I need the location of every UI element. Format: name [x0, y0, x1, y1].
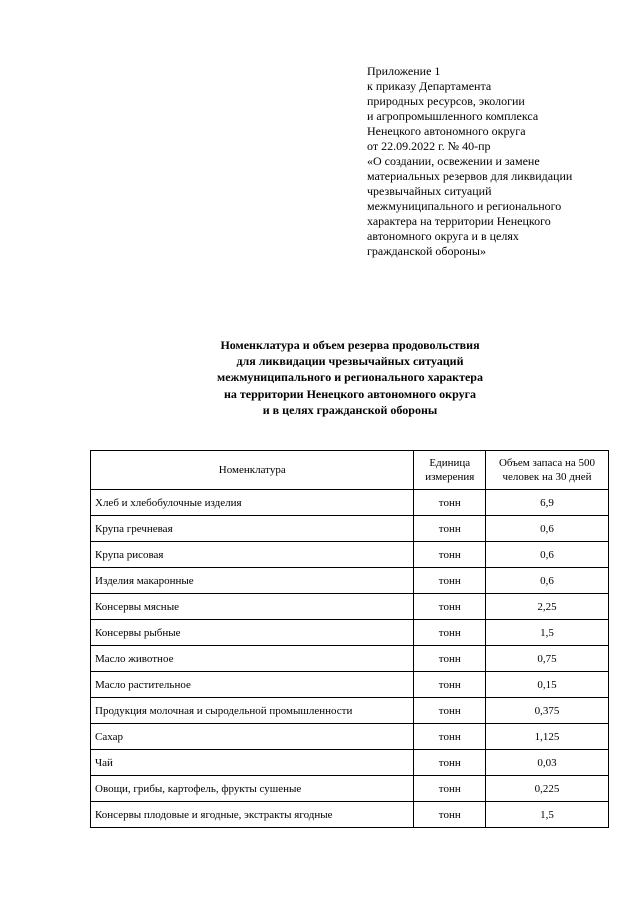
reserve-table [90, 450, 609, 828]
appendix-line: Приложение 1 [367, 64, 441, 78]
cell-name: Продукция молочная и сыродельной промышленности [91, 698, 414, 724]
header-unit-line: измерения [425, 471, 475, 483]
cell-name: Консервы мясные [91, 594, 414, 620]
cell-volume: 6,9 [486, 490, 609, 516]
table-row [91, 542, 609, 568]
cell-name: Консервы рыбные [91, 620, 414, 646]
table-row [91, 568, 609, 594]
title-line: на территории Ненецкого автономного округа [223, 386, 477, 401]
header-volume-line: человек на 30 дней [502, 471, 592, 483]
cell-volume: 0,03 [486, 750, 609, 776]
cell-unit: тонн [414, 698, 486, 724]
cell-unit: тонн [414, 490, 486, 516]
cell-volume: 1,5 [486, 802, 609, 828]
table-row [91, 672, 609, 698]
header-unit [414, 451, 486, 490]
cell-name: Масло животное [91, 646, 414, 672]
cell-unit: тонн [414, 776, 486, 802]
table-row [91, 490, 609, 516]
appendix-block [367, 64, 637, 259]
header-unit-line: Единица [429, 457, 471, 469]
cell-name: Изделия макаронные [91, 568, 414, 594]
cell-unit: тонн [414, 620, 486, 646]
cell-name: Крупа гречневая [91, 516, 414, 542]
appendix-line: межмуниципального и регионального [367, 199, 562, 213]
document-title [0, 337, 640, 418]
header-volume-line: Объем запаса на 500 [498, 457, 596, 469]
cell-unit: тонн [414, 724, 486, 750]
table-row [91, 776, 609, 802]
cell-name: Масло растительное [91, 672, 414, 698]
cell-volume: 0,375 [486, 698, 609, 724]
title-line: для ликвидации чрезвычайных ситуаций [236, 354, 464, 369]
table-row [91, 724, 609, 750]
appendix-line: к приказу Департамента [367, 79, 492, 93]
appendix-line: Ненецкого автономного округа [367, 124, 526, 138]
table-row [91, 750, 609, 776]
table-row [91, 646, 609, 672]
cell-volume: 0,6 [486, 516, 609, 542]
header-volume [486, 451, 609, 490]
cell-volume: 2,25 [486, 594, 609, 620]
cell-volume: 0,75 [486, 646, 609, 672]
title-line: Номенклатура и объем резерва продовольствия [220, 338, 480, 352]
table-row [91, 620, 609, 646]
appendix-line: автономного округа и в целях [367, 229, 519, 243]
appendix-line: гражданской обороны» [367, 244, 486, 258]
title-line: и в целях гражданской обороны [262, 402, 438, 417]
cell-unit: тонн [414, 542, 486, 568]
appendix-line: характера на территории Ненецкого [367, 214, 551, 228]
header-name: Номенклатура [91, 451, 414, 490]
cell-unit: тонн [414, 750, 486, 776]
appendix-line: материальных резервов для ликвидации [367, 169, 573, 183]
cell-volume: 1,125 [486, 724, 609, 750]
cell-volume: 0,6 [486, 542, 609, 568]
cell-volume: 0,225 [486, 776, 609, 802]
table-row [91, 516, 609, 542]
cell-unit: тонн [414, 802, 486, 828]
cell-name: Овощи, грибы, картофель, фрукты сушеные [91, 776, 414, 802]
cell-unit: тонн [414, 568, 486, 594]
table-row [91, 594, 609, 620]
cell-name: Крупа рисовая [91, 542, 414, 568]
appendix-line: природных ресурсов, экологии [367, 94, 525, 108]
cell-name: Чай [91, 750, 414, 776]
cell-name: Хлеб и хлебобулочные изделия [91, 490, 414, 516]
cell-name: Сахар [91, 724, 414, 750]
table-row [91, 698, 609, 724]
cell-unit: тонн [414, 646, 486, 672]
table-row [91, 802, 609, 828]
cell-unit: тонн [414, 594, 486, 620]
cell-volume: 0,15 [486, 672, 609, 698]
cell-unit: тонн [414, 672, 486, 698]
table-header-row [91, 451, 609, 490]
appendix-line: и агропромышленного комплекса [367, 109, 539, 123]
cell-volume: 1,5 [486, 620, 609, 646]
cell-name: Консервы плодовые и ягодные, экстракты ягодные [91, 802, 414, 828]
appendix-line: чрезвычайных ситуаций [367, 184, 492, 198]
title-line: межмуниципального и регионального характера [217, 370, 483, 385]
cell-volume: 0,6 [486, 568, 609, 594]
cell-unit: тонн [414, 516, 486, 542]
appendix-line: от 22.09.2022 г. № 40-пр [367, 139, 491, 153]
appendix-line: «О создании, освежении и замене [367, 154, 540, 168]
